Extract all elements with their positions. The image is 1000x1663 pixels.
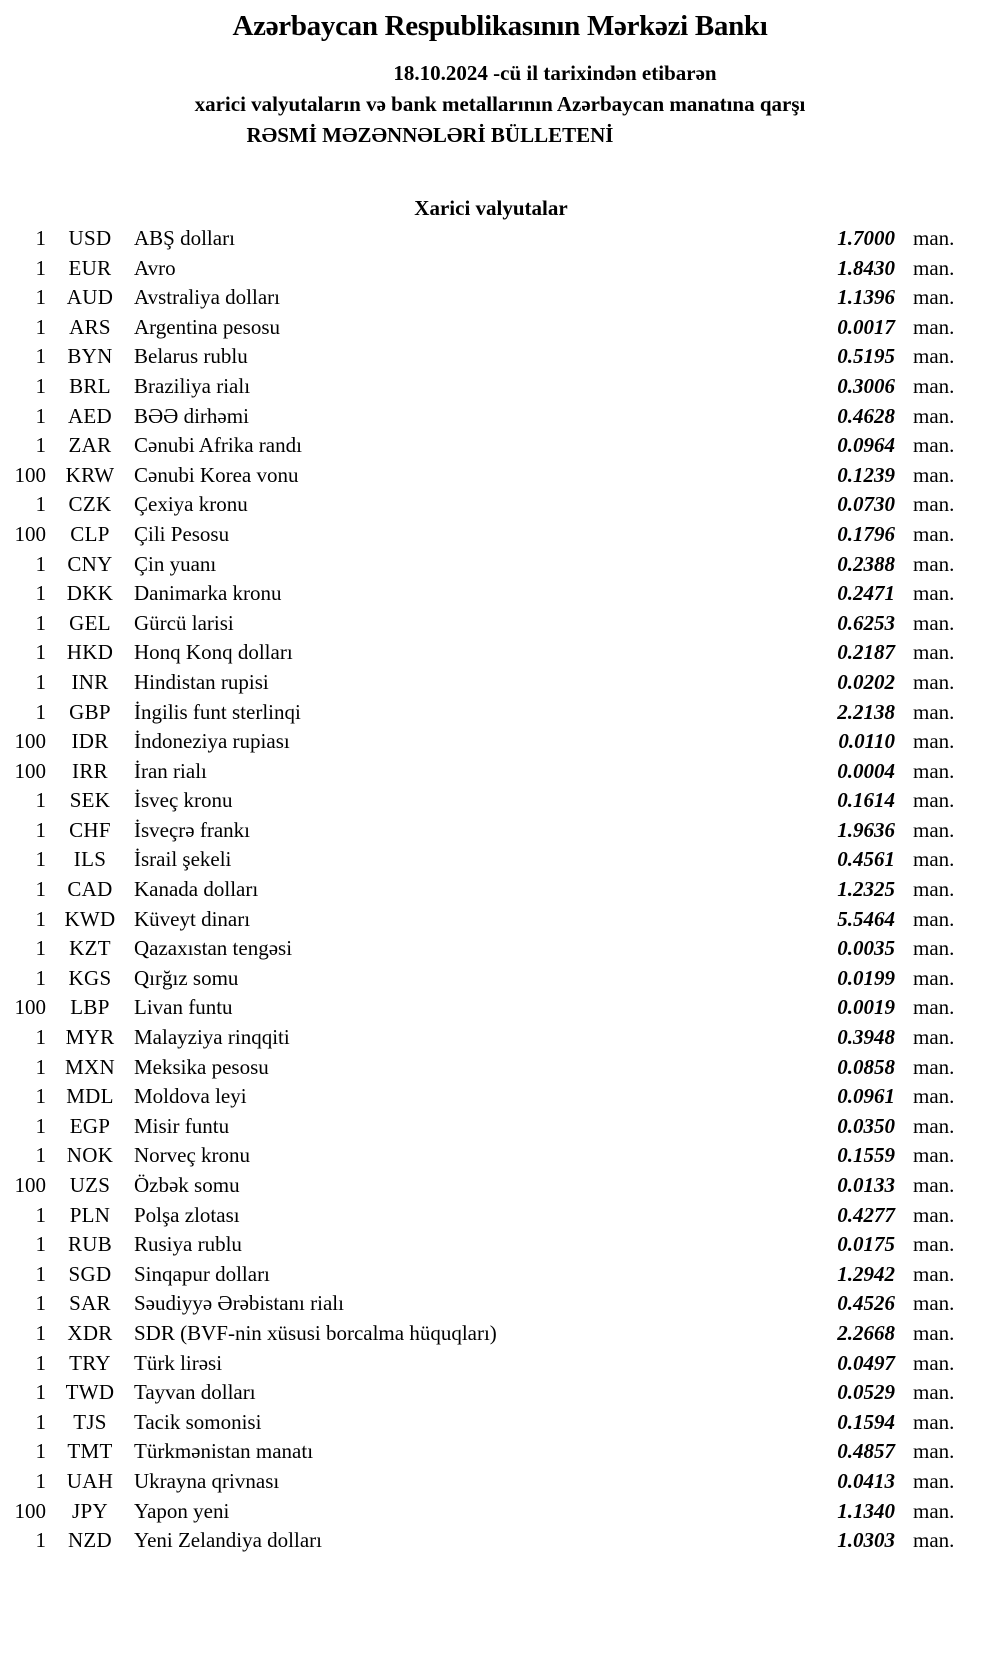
- currency-quantity: 1: [35, 1320, 46, 1345]
- currency-code: KWD: [64, 906, 116, 931]
- currency-rate: 0.0730: [837, 492, 895, 517]
- currency-unit: man.: [913, 1320, 955, 1345]
- currency-quantity: 1: [35, 403, 46, 428]
- currency-rate: 0.0019: [837, 995, 895, 1020]
- currency-unit: man.: [913, 1084, 955, 1109]
- currency-unit: man.: [913, 610, 955, 635]
- currency-rate: 0.1614: [837, 788, 895, 813]
- currency-unit: man.: [913, 1409, 955, 1434]
- currency-name: İran rialı: [134, 758, 207, 783]
- currency-name: Misir funtu: [134, 1113, 230, 1138]
- subtitle-line: xarici valyutaların və bank metallarının Azərbaycan manatına qarşı: [194, 92, 806, 116]
- currency-code: NZD: [67, 1528, 113, 1553]
- currency-rate: 0.0350: [837, 1113, 895, 1138]
- currency-rate: 0.0017: [837, 314, 895, 339]
- rate-row: [0, 1289, 1000, 1319]
- currency-rate: 1.2325: [837, 877, 895, 902]
- currency-name: Hindistan rupisi: [134, 669, 269, 694]
- currency-name: Danimarka kronu: [134, 581, 282, 606]
- currency-code: SEK: [69, 788, 111, 813]
- currency-code: XDR: [67, 1320, 113, 1345]
- currency-rate: 1.1340: [837, 1498, 895, 1523]
- currency-name: Norveç kronu: [134, 1143, 251, 1168]
- currency-quantity: 1: [35, 817, 46, 842]
- currency-rate: 0.1796: [837, 521, 895, 546]
- rate-row: [0, 934, 1000, 964]
- currency-name: Honq Konq dolları: [134, 640, 293, 665]
- currency-name: İsrail şekeli: [134, 847, 232, 872]
- currency-rate: 1.7000: [837, 226, 895, 250]
- currency-unit: man.: [913, 758, 955, 783]
- currency-code: EGP: [69, 1113, 111, 1138]
- rate-row: [0, 1319, 1000, 1349]
- currency-quantity: 1: [35, 581, 46, 606]
- currency-name: SDR (BVF-nin xüsusi borcalma hüquqları): [134, 1320, 497, 1345]
- currency-code: HKD: [66, 640, 114, 665]
- currency-quantity: 1: [35, 1291, 46, 1316]
- currency-name: İsveç kronu: [134, 788, 233, 813]
- currency-rate: 0.1239: [837, 462, 895, 487]
- currency-unit: man.: [913, 669, 955, 694]
- currency-name: Avstraliya dolları: [134, 285, 280, 310]
- rate-row: [0, 875, 1000, 905]
- rate-row: [0, 757, 1000, 787]
- currency-quantity: 100: [14, 729, 46, 754]
- currency-rate: 0.2388: [837, 551, 895, 576]
- currency-unit: man.: [913, 1202, 955, 1227]
- currency-unit: man.: [913, 1291, 955, 1316]
- currency-quantity: 1: [35, 1261, 46, 1286]
- currency-quantity: 1: [35, 373, 46, 398]
- currency-name: Səudiyyə Ərəbistanı rialı: [134, 1291, 344, 1316]
- currency-rate: 0.0133: [837, 1173, 895, 1197]
- currency-name: Çexiya kronu: [134, 492, 248, 517]
- currency-code: KRW: [65, 462, 115, 487]
- rate-row: [0, 550, 1000, 580]
- rate-row: [0, 609, 1000, 639]
- currency-code: LBP: [70, 995, 110, 1020]
- currency-rate: 1.2942: [837, 1261, 895, 1286]
- currency-unit: man.: [913, 1232, 955, 1257]
- currency-unit: man.: [913, 462, 955, 487]
- currency-name: İngilis funt sterlinqi: [134, 699, 301, 724]
- currency-unit: man.: [913, 1173, 955, 1197]
- currency-name: Çin yuanı: [134, 551, 217, 576]
- rate-row: [0, 1141, 1000, 1171]
- currency-unit: man.: [913, 285, 955, 310]
- currency-code: UAH: [66, 1468, 114, 1493]
- currency-quantity: 1: [35, 285, 46, 310]
- rate-row: [0, 1526, 1000, 1556]
- currency-rate: 0.4277: [837, 1202, 895, 1227]
- currency-quantity: 1: [35, 1025, 46, 1050]
- currency-code: DKK: [66, 581, 114, 606]
- rate-row: [0, 1437, 1000, 1467]
- currency-rate: 1.8430: [837, 255, 895, 280]
- currency-code: MDL: [66, 1084, 114, 1109]
- currency-quantity: 1: [35, 788, 46, 813]
- currency-name: Sinqapur dolları: [134, 1261, 270, 1286]
- currency-name: Malayziya rinqqiti: [134, 1025, 290, 1050]
- currency-name: Kanada dolları: [134, 877, 259, 902]
- currency-code: RUB: [67, 1232, 113, 1257]
- currency-name: İsveçrə frankı: [134, 817, 251, 842]
- rate-row: [0, 1023, 1000, 1053]
- currency-unit: man.: [913, 995, 955, 1020]
- currency-quantity: 1: [35, 226, 46, 250]
- currency-unit: man.: [913, 1025, 955, 1050]
- currency-code: CHF: [69, 817, 111, 842]
- currency-unit: man.: [913, 1380, 955, 1405]
- currency-code: IDR: [71, 729, 109, 754]
- effective-date-line: 18.10.2024 -cü il tarixindən etibarən: [393, 61, 717, 85]
- currency-unit: man.: [913, 1439, 955, 1464]
- currency-rate: 1.9636: [837, 817, 895, 842]
- currency-quantity: 1: [35, 847, 46, 872]
- currency-name: Tacik somonisi: [134, 1409, 262, 1434]
- currency-quantity: 1: [35, 551, 46, 576]
- rate-row: [0, 1112, 1000, 1142]
- currency-rate: 2.2138: [837, 699, 895, 724]
- currency-name: Türk lirəsi: [134, 1350, 223, 1375]
- bank-name-title: Azərbaycan Respublikasının Mərkəzi Bankı: [232, 10, 768, 42]
- currency-name: Belarus rublu: [134, 344, 248, 369]
- currency-code: GBP: [69, 699, 111, 724]
- currency-unit: man.: [913, 581, 955, 606]
- currency-unit: man.: [913, 433, 955, 458]
- rate-row: [0, 668, 1000, 698]
- currency-name: Meksika pesosu: [134, 1054, 269, 1079]
- rate-row: [0, 1349, 1000, 1379]
- currency-quantity: 1: [35, 936, 46, 961]
- currency-code: SGD: [68, 1261, 112, 1286]
- currency-name: Özbək somu: [134, 1173, 240, 1197]
- currency-rate: 0.0529: [837, 1380, 895, 1405]
- rate-row: [0, 1260, 1000, 1290]
- currency-name: Qırğız somu: [134, 965, 239, 990]
- currency-rate: 1.1396: [837, 285, 895, 310]
- currency-unit: man.: [913, 1350, 955, 1375]
- currency-name: Ukrayna qrivnası: [134, 1468, 280, 1493]
- currency-name: Yeni Zelandiya dolları: [134, 1528, 322, 1553]
- currency-name: Cənubi Afrika randı: [134, 433, 302, 458]
- currency-code: USD: [68, 226, 112, 250]
- currency-code: TWD: [65, 1380, 115, 1405]
- currency-code: TRY: [69, 1350, 111, 1375]
- currency-quantity: 1: [35, 344, 46, 369]
- currency-quantity: 1: [35, 1143, 46, 1168]
- currency-unit: man.: [913, 403, 955, 428]
- exchange-rates-table: [0, 224, 1000, 1556]
- currency-quantity: 1: [35, 877, 46, 902]
- rate-row: [0, 727, 1000, 757]
- currency-unit: man.: [913, 1054, 955, 1079]
- currency-quantity: 100: [14, 758, 46, 783]
- rate-row: [0, 1467, 1000, 1497]
- currency-code: TMT: [67, 1439, 113, 1464]
- currency-quantity: 1: [35, 1202, 46, 1227]
- currency-code: KGS: [68, 965, 112, 990]
- currency-name: Yapon yeni: [134, 1498, 230, 1523]
- currency-quantity: 100: [14, 1173, 46, 1197]
- currency-rate: 0.2471: [837, 581, 895, 606]
- currency-unit: man.: [913, 1261, 955, 1286]
- currency-unit: man.: [913, 640, 955, 665]
- currency-rate: 0.1594: [837, 1409, 895, 1434]
- rate-row: [0, 638, 1000, 668]
- currency-unit: man.: [913, 551, 955, 576]
- currency-name: İndoneziya rupiası: [134, 729, 290, 754]
- currency-unit: man.: [913, 877, 955, 902]
- rate-row: [0, 1378, 1000, 1408]
- currency-name: Çili Pesosu: [134, 521, 230, 546]
- rate-row: [0, 993, 1000, 1023]
- currency-code: MYR: [65, 1025, 115, 1050]
- currency-rate: 0.0199: [837, 965, 895, 990]
- rate-row: [0, 964, 1000, 994]
- currency-quantity: 1: [35, 965, 46, 990]
- currency-code: UZS: [69, 1173, 111, 1197]
- currency-rate: 1.0303: [837, 1528, 895, 1553]
- currency-name: BƏƏ dirhəmi: [134, 403, 249, 428]
- currency-code: BRL: [69, 373, 111, 398]
- currency-quantity: 1: [35, 906, 46, 931]
- currency-quantity: 1: [35, 1468, 46, 1493]
- currency-code: KZT: [69, 936, 111, 961]
- currency-quantity: 1: [35, 1084, 46, 1109]
- currency-quantity: 1: [35, 699, 46, 724]
- currency-name: Moldova leyi: [134, 1084, 247, 1109]
- currency-code: PLN: [69, 1202, 111, 1227]
- currency-unit: man.: [913, 226, 955, 250]
- currency-name: Tayvan dolları: [134, 1380, 256, 1405]
- currency-unit: man.: [913, 965, 955, 990]
- currency-unit: man.: [913, 729, 955, 754]
- currency-quantity: 100: [14, 995, 46, 1020]
- rate-row: [0, 845, 1000, 875]
- currency-unit: man.: [913, 699, 955, 724]
- currency-name: Küveyt dinarı: [134, 906, 251, 931]
- currency-unit: man.: [913, 906, 955, 931]
- rate-row: [0, 1201, 1000, 1231]
- currency-name: Avro: [134, 255, 176, 280]
- currency-quantity: 1: [35, 1409, 46, 1434]
- currency-unit: man.: [913, 314, 955, 339]
- currency-quantity: 1: [35, 492, 46, 517]
- rate-row: [0, 816, 1000, 846]
- currency-unit: man.: [913, 1468, 955, 1493]
- currency-code: JPY: [72, 1498, 108, 1523]
- rate-row: [0, 342, 1000, 372]
- currency-rate: 0.4526: [837, 1291, 895, 1316]
- currency-unit: man.: [913, 788, 955, 813]
- currency-unit: man.: [913, 1528, 955, 1553]
- rate-row: [0, 1230, 1000, 1260]
- currency-unit: man.: [913, 521, 955, 546]
- currency-code: NOK: [66, 1143, 114, 1168]
- section-title-foreign-currencies: Xarici valyutalar: [414, 196, 568, 220]
- currency-rate: 2.2668: [837, 1320, 895, 1345]
- currency-unit: man.: [913, 817, 955, 842]
- currency-rate: 0.5195: [837, 344, 895, 369]
- currency-code: CNY: [67, 551, 113, 576]
- currency-quantity: 1: [35, 1113, 46, 1138]
- currency-quantity: 1: [35, 1528, 46, 1553]
- bulletin-header: [0, 8, 1000, 148]
- currency-unit: man.: [913, 1113, 955, 1138]
- currency-rate: 0.0110: [838, 729, 895, 754]
- currency-rate: 0.0175: [837, 1232, 895, 1257]
- currency-unit: man.: [913, 344, 955, 369]
- currency-rate: 0.0004: [837, 758, 895, 783]
- currency-rate: 0.0202: [837, 669, 895, 694]
- rate-row: [0, 283, 1000, 313]
- currency-quantity: 1: [35, 314, 46, 339]
- rate-row: [0, 1497, 1000, 1527]
- currency-name: Braziliya rialı: [134, 373, 251, 398]
- currency-rate: 0.3948: [837, 1025, 895, 1050]
- currency-rate: 0.0497: [837, 1350, 895, 1375]
- currency-code: AUD: [66, 285, 114, 310]
- currency-quantity: 1: [35, 1054, 46, 1079]
- currency-quantity: 1: [35, 433, 46, 458]
- rate-row: [0, 313, 1000, 343]
- rate-row: [0, 1408, 1000, 1438]
- rate-row: [0, 254, 1000, 284]
- rate-row: [0, 698, 1000, 728]
- currency-quantity: 1: [35, 1350, 46, 1375]
- currency-unit: man.: [913, 492, 955, 517]
- rate-row: [0, 431, 1000, 461]
- currency-unit: man.: [913, 373, 955, 398]
- rate-row: [0, 1082, 1000, 1112]
- currency-code: TJS: [73, 1409, 107, 1434]
- currency-code: IRR: [72, 758, 108, 783]
- currency-rate: 0.0858: [837, 1054, 895, 1079]
- currency-code: AED: [67, 403, 113, 428]
- currency-name: Livan funtu: [134, 995, 233, 1020]
- currency-quantity: 100: [14, 462, 46, 487]
- currency-name: Gürcü larisi: [134, 610, 234, 635]
- rate-row: [0, 402, 1000, 432]
- currency-name: Qazaxıstan tengəsi: [134, 936, 293, 961]
- currency-code: SAR: [69, 1291, 111, 1316]
- currency-unit: man.: [913, 1143, 955, 1168]
- currency-code: EUR: [68, 255, 112, 280]
- bulletin-title: RƏSMİ MƏZƏNNƏLƏRİ BÜLLETENİ: [246, 123, 614, 147]
- currency-quantity: 100: [14, 1498, 46, 1523]
- currency-rate: 0.0961: [837, 1084, 895, 1109]
- currency-rate: 5.5464: [837, 906, 895, 931]
- currency-unit: man.: [913, 936, 955, 961]
- rate-row: [0, 520, 1000, 550]
- rate-row: [0, 905, 1000, 935]
- currency-code: ILS: [73, 847, 107, 872]
- currency-quantity: 1: [35, 1439, 46, 1464]
- currency-code: BYN: [67, 344, 113, 369]
- currency-unit: man.: [913, 255, 955, 280]
- rate-row: [0, 224, 1000, 254]
- currency-code: ZAR: [68, 433, 112, 458]
- currency-code: INR: [71, 669, 109, 694]
- rate-row: [0, 372, 1000, 402]
- currency-code: CLP: [70, 521, 110, 546]
- rate-row: [0, 786, 1000, 816]
- currency-rate: 0.4857: [837, 1439, 895, 1464]
- currency-quantity: 1: [35, 640, 46, 665]
- currency-quantity: 1: [35, 610, 46, 635]
- currency-name: ABŞ dolları: [134, 226, 235, 250]
- currency-name: Argentina pesosu: [134, 314, 281, 339]
- currency-rate: 0.4561: [837, 847, 895, 872]
- currency-rate: 0.2187: [837, 640, 895, 665]
- rate-row: [0, 1171, 1000, 1201]
- currency-quantity: 1: [35, 255, 46, 280]
- currency-code: MXN: [65, 1054, 115, 1079]
- currency-name: Cənubi Korea vonu: [134, 462, 299, 487]
- rate-row: [0, 579, 1000, 609]
- currency-rate: 0.4628: [837, 403, 895, 428]
- currency-rate: 0.0413: [837, 1468, 895, 1493]
- currency-rate: 0.0964: [837, 433, 895, 458]
- currency-name: Rusiya rublu: [134, 1232, 242, 1257]
- currency-rate: 0.0035: [837, 936, 895, 961]
- currency-unit: man.: [913, 847, 955, 872]
- currency-rate: 0.6253: [837, 610, 895, 635]
- rate-row: [0, 490, 1000, 520]
- currency-unit: man.: [913, 1498, 955, 1523]
- currency-quantity: 1: [35, 1380, 46, 1405]
- currency-code: CZK: [68, 492, 112, 517]
- currency-quantity: 1: [35, 1232, 46, 1257]
- currency-rate: 0.3006: [837, 373, 895, 398]
- currency-rate: 0.1559: [837, 1143, 895, 1168]
- currency-quantity: 1: [35, 669, 46, 694]
- currency-code: GEL: [69, 610, 111, 635]
- rate-row: [0, 461, 1000, 491]
- currency-code: CAD: [67, 877, 113, 902]
- currency-name: Polşa zlotası: [134, 1202, 240, 1227]
- currency-code: ARS: [69, 314, 111, 339]
- currency-quantity: 100: [14, 521, 46, 546]
- currency-name: Türkmənistan manatı: [134, 1439, 314, 1464]
- rate-row: [0, 1053, 1000, 1083]
